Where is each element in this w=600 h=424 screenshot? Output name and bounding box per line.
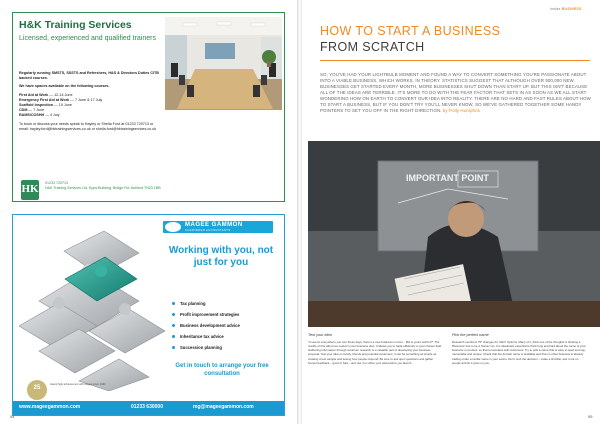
hk-courses-heading: We have spaces available on the following courses.: [19, 84, 110, 89]
award-text: Award high achievement with Magee since 1993: [50, 383, 106, 386]
article-photo: [308, 141, 600, 327]
hk-course-list: [19, 93, 159, 119]
bullet-icon: [172, 335, 175, 338]
service-item: Business development advice: [172, 323, 240, 328]
logo-mark-icon: [165, 222, 181, 232]
hk-course-item: CDM — 7 June: [19, 108, 45, 113]
magee-headline: Working with you, not just for you: [168, 245, 274, 268]
section-tag: inside BUSINESS: [550, 7, 582, 11]
page-number: 95: [588, 414, 593, 419]
consultation-cta[interactable]: Get in touch to arrange your free consultation: [175, 363, 269, 377]
hk-ad-intro: Regularly running SMSTS, SSSTS and Refreshers, H&S & Directors Duties CITB backed courses.: [19, 71, 159, 81]
title-divider: [320, 60, 590, 61]
magee-phone[interactable]: 01233 630000: [131, 404, 163, 410]
page-number: 94: [10, 414, 15, 419]
article-title-line2: FROM SCRATCH: [320, 40, 425, 54]
left-page: [0, 0, 298, 424]
hk-course-item: Scaffold Inspection — 10 June: [19, 103, 72, 108]
puzzle-pieces-graphic: [19, 231, 165, 391]
magee-gammon-ad[interactable]: [12, 214, 285, 416]
magee-email-link[interactable]: mg@mageegammon.com: [193, 404, 254, 410]
hk-training-ad[interactable]: [12, 12, 285, 202]
bullet-icon: [172, 302, 175, 305]
article-byline: by Polly Humphris: [442, 108, 480, 113]
service-item: Succession planning: [172, 345, 240, 350]
col1-body: "It seems everywhere you turn these days, there's a new business in town... But is yours worth it?" The results of this will prove useful in your business plan. It allows you to trade efficiently in your chosen field. Gathering information through customer research is a valuable part of developing your business proposal. Test your idea on family, friends and potential customers. It can be something as simple as creating a test sample and seeing how people respond. Be sure to ask open questions and gather honest feedback – good or bad – and use it to refine your idea before you launch.: [308, 340, 442, 365]
magee-gammon-logo: MAGEE GAMMON CHARTERED ACCOUNTANTS: [163, 221, 273, 233]
bullet-icon: [172, 313, 175, 316]
hk-ad-subtitle: Licensed, experienced and qualified trainers: [19, 35, 156, 42]
article-intro: SO, YOU'VE HAD YOUR LIGHTBULB MOMENT AND FOUND A WAY TO CONVERT SOMETHING YOU'RE PASSIONATE ABOUT INTO A VIABLE BUSINESS, WHICH WORKS. IN THEORY. STATISTICS SUGGEST THAT ALTHOUGH OVER 500,000 NEW BUSINESSES GET STARTED EVERY MONTH, MORE BUSINESSES SHUT DOWN THAN START UP. BUT THIS ISN'T BECAUSE ALL OF THE IDEAS ARE TERRIBLE. IT'S MORE TO DO WITH THE FEAR FACTOR THAT SETS IN AS SOON AS WE ALL START WONDERING HOW ON EARTH TO CONVERT OUR IDEA INTO REALITY. THERE ARE NO HARD AND FAST RULES ABOUT HOW TO START A BUSINESS, BUT IF YOU DON'T TRY YOU'LL NEVER KNOW, SO WE'VE GATHERED TOGETHER SOME HANDY POINTERS TO SET YOU OFF IN THE RIGHT DIRECTION. by Polly Humphris: [320, 72, 591, 113]
hk-address: H&K Training Services Ltd, Epps Building, Bridge Rd, Ashford TN23 1BB: [45, 186, 161, 190]
bullet-icon: [172, 324, 175, 327]
hk-logo: HK: [21, 180, 39, 200]
service-item: Profit improvement strategies: [172, 312, 240, 317]
award-badge-icon: 25: [27, 380, 47, 400]
training-room-photo: [165, 17, 282, 110]
hk-course-item: First Aid at Work — 12-14 June: [19, 92, 73, 97]
hk-course-item: RAMS/COSHH — 4 July: [19, 113, 60, 118]
service-item: Inheritance tax advice: [172, 334, 240, 339]
service-item: Tax planning: [172, 301, 240, 306]
hk-contact-block: [45, 181, 165, 191]
magee-contact-bar: [13, 401, 284, 415]
article-title-line1: HOW TO START A BUSINESS: [320, 24, 501, 38]
right-page: [302, 0, 600, 424]
hk-ad-title: H&K Training Services: [19, 19, 132, 31]
bullet-icon: [172, 346, 175, 349]
col2-body: Research mentions 75* changes for 'CEO' Options. Many of it, think one of the thoughts is thinking a 'Business' has to be a 'Name' too. It is absolutely essential to think long and hard about the name of your business or product, so that it resonates with customers. Try to pick a name that is easy to spell and say, memorable and unique. Check that the domain name is available and that no other business is already trading under a similar name in your sector. Don't rush the decision – make a shortlist, test it out on people and let it grow on you.: [452, 340, 586, 365]
col2-heading: Pick the perfect name: [452, 333, 489, 337]
hk-ad-body: [19, 71, 159, 135]
hk-course-item: Emergency First Aid at Work — 7 June & 17 July: [19, 97, 103, 102]
hk-phone[interactable]: 01233 720713: [45, 181, 68, 185]
magee-website-link[interactable]: www.mageegammon.com: [19, 404, 81, 410]
hk-booking-text[interactable]: To book or discuss your needs speak to Hayley or Sheila Ford at 01233 720713 or email: hayley.ford@hktrainingservices.co.uk or sheila.ford@hktrainingservices.co.uk: [19, 121, 157, 131]
important-point-sign: IMPORTANT POINT: [406, 173, 489, 183]
col1-heading: Test your idea: [308, 333, 332, 337]
services-list: [172, 301, 240, 356]
